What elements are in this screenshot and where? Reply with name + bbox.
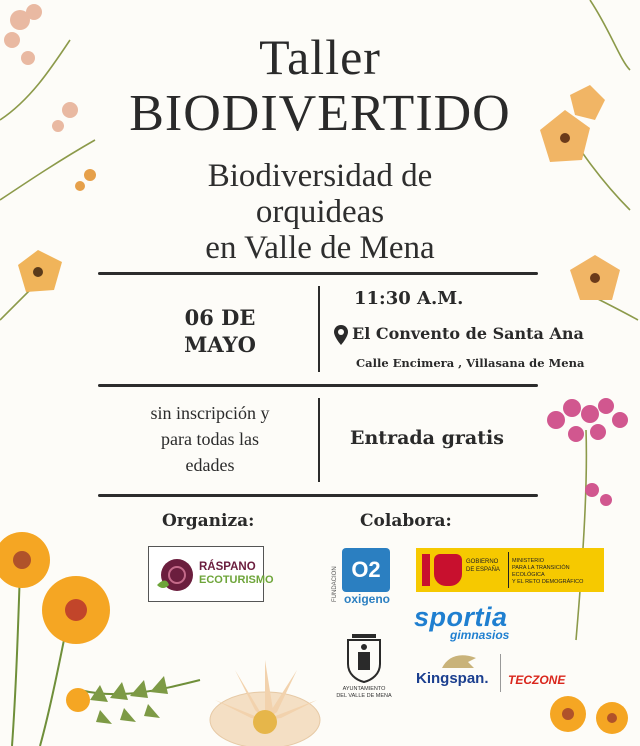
sportia-gimnasios-logo	[410, 602, 550, 642]
title-line-2: BIODIVERTIDO	[129, 85, 511, 142]
sportia-sub: gimnasios	[450, 628, 510, 642]
min-line-1: MINISTERIO	[512, 558, 545, 564]
gobierno-espana-ministerio-logo	[416, 548, 604, 592]
oxigeno-mark: O2	[342, 548, 390, 592]
divider-top	[98, 272, 538, 275]
title-line-1: Taller	[259, 29, 381, 85]
ayto-line-2: DEL VALLE DE MENA	[336, 693, 392, 699]
ayto-label	[332, 686, 396, 700]
event-venue: El Convento de Santa Ana	[352, 324, 584, 343]
coat-of-arms-icon	[434, 554, 462, 586]
ayto-line-1: AYUNTAMIENTO	[342, 686, 386, 692]
raspano-subtitle: ECOTURISMO	[199, 574, 274, 586]
raspano-berry-icon	[155, 555, 195, 595]
oxigeno-fundacion: FUNDACIÓN	[332, 566, 338, 602]
kingspan-name: Kingspan.	[416, 670, 489, 687]
lion-icon	[440, 652, 480, 670]
date-line-1: 06 DE	[184, 305, 256, 330]
flower-bottom-center-illustration	[205, 650, 325, 746]
vertical-divider-lower	[318, 398, 320, 482]
raspano-name: RÁSPANO	[199, 561, 256, 573]
subtitle-line-3: en Valle de Mena	[205, 230, 435, 266]
flag-stripe	[422, 554, 430, 586]
kingspan-teczone-logo	[416, 652, 594, 694]
registration-line-1: sin inscripción y	[150, 403, 270, 423]
event-street: Calle Encimera , Villasana de Mena	[356, 356, 585, 370]
divider-middle	[98, 384, 538, 387]
kingspan-separator	[500, 654, 501, 692]
ayuntamiento-valle-de-mena-logo	[332, 630, 396, 710]
date-line-2: MAYO	[184, 332, 256, 357]
fundacion-oxigeno-logo	[332, 546, 392, 610]
gob-line-1: GOBIERNO	[466, 559, 499, 565]
divider-bottom	[98, 494, 538, 497]
gob-label	[466, 558, 500, 574]
flower-pink-right-illustration	[536, 390, 640, 650]
subtitle-line-1: Biodiversidad de	[207, 158, 433, 194]
location-pin-icon	[334, 325, 348, 345]
min-line-2: PARA LA TRANSICIÓN ECOLÓGICA	[512, 565, 570, 578]
teczone-name: TECZONE	[508, 673, 566, 687]
gob-separator	[508, 552, 509, 588]
oxigeno-name: oxigeno	[343, 592, 390, 606]
min-line-3: Y EL RETO DEMOGRÁFICO	[512, 579, 584, 585]
vertical-divider-upper	[318, 286, 320, 372]
event-time: 11:30 A.M.	[354, 288, 464, 309]
flower-bottom-right-illustration	[540, 690, 640, 746]
raspano-ecoturismo-logo	[148, 546, 274, 602]
entry-free: Entrada gratis	[350, 427, 504, 449]
subtitle-line-2: orquideas	[255, 194, 385, 230]
sportia-name: sportia	[414, 602, 508, 632]
event-date	[150, 304, 290, 358]
registration-note	[122, 400, 298, 478]
ayuntamiento-shield-icon	[344, 630, 384, 684]
ministerio-label	[512, 558, 602, 586]
colabora-label: Colabora:	[360, 511, 452, 531]
organiza-label: Organiza:	[162, 511, 255, 531]
gob-line-2: DE ESPAÑA	[466, 567, 500, 573]
registration-line-2: para todas las	[161, 429, 259, 449]
registration-line-3: edades	[185, 455, 235, 475]
